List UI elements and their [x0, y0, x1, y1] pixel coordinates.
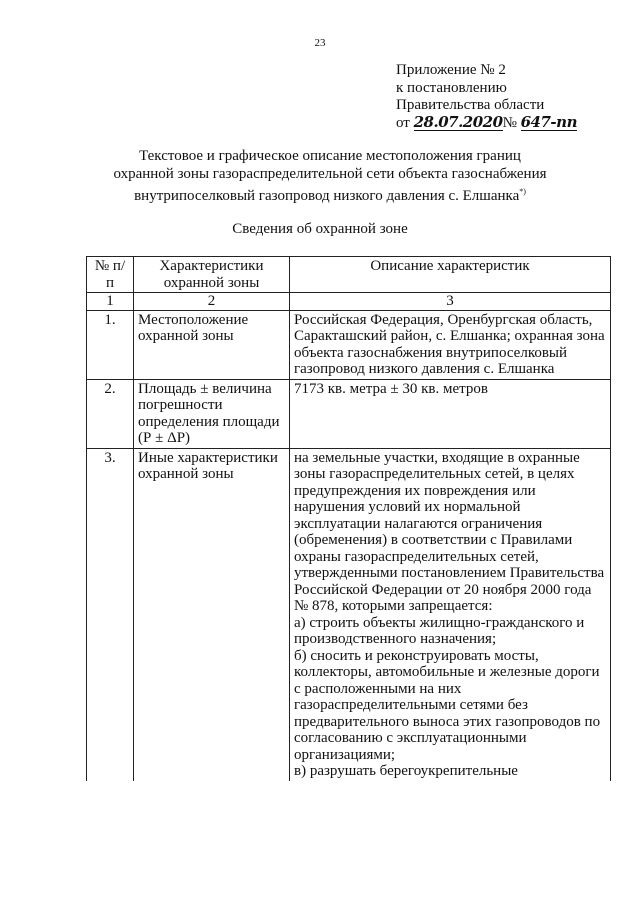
column-number-1: 1	[87, 293, 134, 311]
row-description: Российская Федерация, Оренбургская область, Саракташский район, с. Елшанка; охранная зона объекта газоснабжения внутрипоселковый газопровод низкого давления с. Елшанка	[290, 310, 611, 379]
row-number: 2.	[87, 379, 134, 448]
title-line-1: Текстовое и графическое описание местоположения границ	[139, 148, 521, 164]
number-label: №	[502, 114, 517, 131]
column-number-row	[87, 293, 611, 311]
row-characteristic: Местоположение охранной зоны	[134, 310, 290, 379]
document-title	[60, 148, 600, 206]
header-description: Описание характеристик	[290, 257, 611, 293]
appendix-header	[396, 62, 577, 132]
handwritten-date: 28.07.2020	[413, 112, 503, 131]
column-number-3: 3	[290, 293, 611, 311]
protection-zone-table	[86, 256, 611, 781]
table-header-row	[87, 257, 611, 293]
description-paragraph: в) разрушать берегоукрепительные	[294, 763, 518, 779]
row-description	[290, 448, 611, 781]
description-paragraph: на земельные участки, входящие в охранные зоны газораспределительных сетей, в целях предупреждения их повреждения или нарушения условий их нормальной эксплуатации налагаются ограничения (обременения) в соответствии с Правилами охраны газораспределительных сетей, утвержденными постановлением Правительства Российской Федерации от 20 ноября 2000 года № 878, которыми запрещается:	[294, 449, 605, 614]
title-line-3	[60, 183, 600, 206]
title-line-2: охранной зоны газораспределительной сети объекта газоснабжения	[113, 165, 547, 182]
appendix-line-3: Правительства области	[396, 97, 545, 113]
description-paragraph: б) сносить и реконструировать мосты, коллекторы, автомобильные и железные дороги с расположенными на них газораспределительными сетями без предварительного выноса этих газопроводов по согласованию с эксплуатационными организациями;	[294, 647, 601, 763]
row-number: 3.	[87, 448, 134, 781]
section-subtitle: Сведения об охранной зоне	[232, 221, 408, 237]
title-line-3-text: внутрипоселковый газопровод низкого давления с. Елшанка	[134, 188, 520, 204]
table-row	[87, 379, 611, 448]
row-description: 7173 кв. метра ± 30 кв. метров	[290, 379, 611, 448]
from-label: от	[396, 114, 410, 131]
appendix-line-1: Приложение № 2	[396, 62, 506, 78]
appendix-line-2: к постановлению	[396, 79, 507, 96]
handwritten-number: 647-пп	[520, 112, 577, 131]
page-number: 23	[314, 37, 326, 49]
table-row	[87, 310, 611, 379]
header-number: № п/п	[87, 257, 134, 293]
appendix-date-line	[396, 112, 577, 133]
row-characteristic: Иные характеристики охранной зоны	[134, 448, 290, 781]
column-number-2: 2	[134, 293, 290, 311]
header-characteristic: Характеристики охранной зоны	[134, 257, 290, 293]
row-characteristic: Площадь ± величина погрешности определения площади (Р ± ΔР)	[134, 379, 290, 448]
row-number: 1.	[87, 310, 134, 379]
table-row	[87, 448, 611, 781]
description-paragraph: а) строить объекты жилищно-гражданского и производственного назначения;	[294, 614, 585, 647]
footnote-mark: *)	[519, 187, 526, 196]
